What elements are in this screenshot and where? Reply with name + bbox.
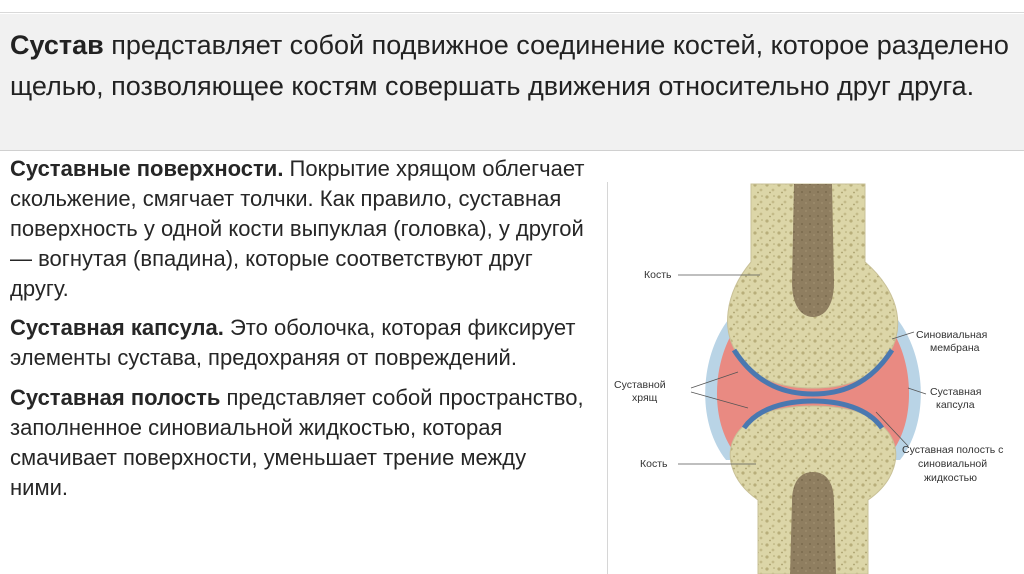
paragraph-term: Суставная капсула. <box>10 315 224 340</box>
label-cavity-line3: жидкостью <box>924 472 977 484</box>
paragraph-body: Покрытие хрящом облегчает скольжение, смягчает толчки. Как правило, суставная поверхность у одной кости выпуклая (головка), у другой — вогнутая (впадина), которые соответствуют друг другу. <box>10 156 585 301</box>
label-cartilage-line1: Суставной <box>614 379 666 391</box>
joint-illustration <box>608 182 1018 574</box>
label-synovial-line1: Синовиальная <box>916 329 988 341</box>
paragraph-body: представляет собой пространство, заполненное синовиальной жидкостью, которая смачивает поверхности, уменьшает трение между ними. <box>10 385 584 500</box>
label-cartilage-line2: хрящ <box>632 392 658 404</box>
label-bone-bottom: Кость <box>640 458 668 470</box>
paragraph-body: Это оболочка, которая фиксирует элементы сустава, предохраняя от повреждений. <box>10 315 576 370</box>
definition-text <box>10 25 1015 107</box>
label-bone-top: Кость <box>644 269 672 281</box>
label-capsule-line2: капсула <box>936 399 975 411</box>
paragraph-joint-cavity <box>10 383 585 503</box>
paragraph-joint-capsule <box>10 313 585 373</box>
top-divider <box>0 12 1024 13</box>
label-cavity-line2: синовиальной <box>918 458 988 470</box>
paragraph-term: Суставная полость <box>10 385 221 410</box>
title-band <box>0 14 1024 151</box>
upper-marrow-shape <box>792 184 834 317</box>
joint-diagram <box>607 182 1018 574</box>
description-column <box>10 154 585 513</box>
label-synovial-line2: мембрана <box>930 342 980 354</box>
lower-marrow-shape <box>790 472 836 574</box>
definition-term: Сустав <box>10 30 104 60</box>
paragraph-articular-surfaces <box>10 154 585 304</box>
paragraph-term: Суставные поверхности. <box>10 156 284 181</box>
label-cavity-line1: Суставная полость с <box>902 444 1004 456</box>
label-capsule-line1: Суставная <box>930 386 982 398</box>
definition-body: представляет собой подвижное соединение костей, которое разделено щелью, позволяющее костям совершать движения относительно друг друга. <box>10 30 1009 101</box>
